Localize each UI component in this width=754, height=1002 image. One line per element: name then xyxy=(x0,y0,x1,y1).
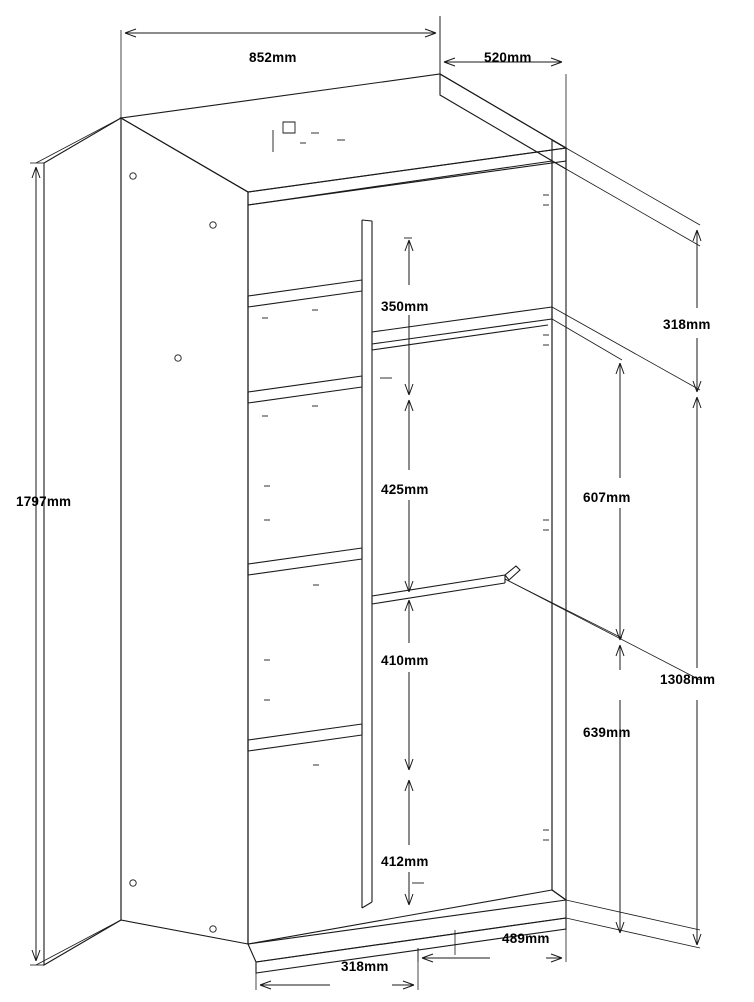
shelf-left-3 xyxy=(248,548,362,575)
cabinet-outline xyxy=(44,74,566,973)
dimension-label-depth-overall: 520mm xyxy=(484,50,532,65)
dimension-label-right-total: 1308mm xyxy=(660,672,716,687)
shelf-left-2 xyxy=(248,376,362,403)
dimension-label-base-depth: 489mm xyxy=(502,931,550,946)
dimension-label-shelf-gap-4: 412mm xyxy=(381,854,429,869)
dimension-label-base-left-width: 318mm xyxy=(341,959,389,974)
dimension-label-lower-section: 639mm xyxy=(583,725,631,740)
dimension-label-hanging-rail-drop: 607mm xyxy=(583,490,631,505)
dimension-label-right-top-section: 318mm xyxy=(663,317,711,332)
hardware-marks xyxy=(130,122,549,932)
shelf-left-4 xyxy=(248,724,362,751)
dimension-label-shelf-gap-2: 425mm xyxy=(381,482,429,497)
hanging-rail xyxy=(372,566,520,604)
dimension-label-shelf-gap-3: 410mm xyxy=(381,653,429,668)
shelf-left-1 xyxy=(248,280,362,307)
dimension-label-top-shelf-gap: 350mm xyxy=(381,299,429,314)
dimension-label-width-overall: 852mm xyxy=(249,50,297,65)
centre-divider-panel xyxy=(362,220,372,908)
dimension-label-height-overall: 1797mm xyxy=(16,494,72,509)
